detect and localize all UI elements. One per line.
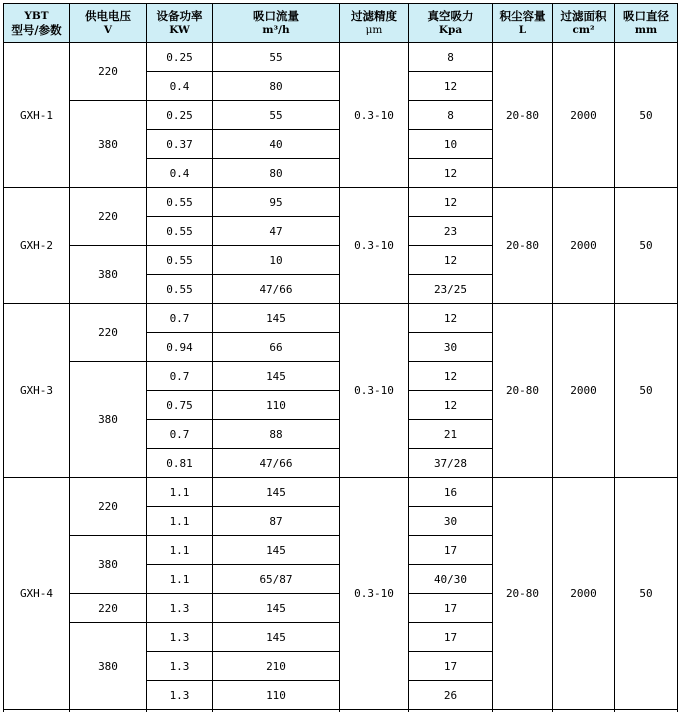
flow-cell: 80	[213, 72, 340, 101]
suction-cell: 17	[409, 594, 493, 623]
area-cell: 2000	[553, 43, 615, 188]
header-suction-unit: Kpa	[409, 23, 492, 37]
power-cell: 0.25	[147, 43, 213, 72]
header-precision-unit: μm	[340, 23, 408, 37]
capacity-cell: 20-80	[493, 188, 553, 304]
header-diameter-unit: mm	[615, 23, 677, 37]
header-flow-label: 吸口流量	[213, 9, 339, 23]
flow-cell: 145	[213, 623, 340, 652]
header-diameter-label: 吸口直径	[615, 9, 677, 23]
voltage-cell: 380	[70, 362, 147, 478]
area-cell: 2000	[553, 478, 615, 710]
flow-cell: 47/66	[213, 449, 340, 478]
capacity-cell: 20-80	[493, 43, 553, 188]
header-diameter	[615, 4, 678, 43]
voltage-cell: 220	[70, 188, 147, 246]
flow-cell: 47	[213, 217, 340, 246]
header-voltage-unit: V	[70, 23, 146, 37]
power-cell: 0.55	[147, 188, 213, 217]
power-cell: 0.37	[147, 130, 213, 159]
header-power	[147, 4, 213, 43]
header-row	[4, 4, 678, 43]
power-cell: 1.3	[147, 594, 213, 623]
header-precision-label: 过滤精度	[340, 9, 408, 23]
suction-cell: 12	[409, 304, 493, 333]
voltage-cell: 380	[70, 536, 147, 594]
flow-cell: 210	[213, 652, 340, 681]
power-cell: 0.25	[147, 101, 213, 130]
flow-cell: 145	[213, 536, 340, 565]
header-voltage-label: 供电电压	[70, 9, 146, 23]
header-param-line2: 型号/参数	[4, 23, 69, 37]
voltage-cell: 220	[70, 304, 147, 362]
header-param	[4, 4, 70, 43]
suction-cell: 40/30	[409, 565, 493, 594]
flow-cell: 47/66	[213, 275, 340, 304]
flow-cell: 40	[213, 130, 340, 159]
voltage-cell: 380	[70, 101, 147, 188]
precision-cell: 0.3-10	[340, 304, 409, 478]
table-row	[4, 43, 678, 72]
model-name-cell: GXH-1	[4, 43, 70, 188]
flow-cell: 10	[213, 246, 340, 275]
area-cell: 2000	[553, 188, 615, 304]
capacity-cell: 20-80	[493, 304, 553, 478]
suction-cell: 23/25	[409, 275, 493, 304]
power-cell: 0.55	[147, 217, 213, 246]
flow-cell: 80	[213, 159, 340, 188]
header-area	[553, 4, 615, 43]
suction-cell: 12	[409, 246, 493, 275]
model-name-cell: GXH-3	[4, 304, 70, 478]
flow-cell: 88	[213, 420, 340, 449]
header-precision	[340, 4, 409, 43]
precision-cell: 0.3-10	[340, 43, 409, 188]
power-cell: 0.94	[147, 333, 213, 362]
power-cell: 1.1	[147, 565, 213, 594]
header-suction-label: 真空吸力	[409, 9, 492, 23]
flow-cell: 110	[213, 681, 340, 710]
power-cell: 0.55	[147, 246, 213, 275]
suction-cell: 12	[409, 159, 493, 188]
flow-cell: 95	[213, 188, 340, 217]
power-cell: 1.3	[147, 681, 213, 710]
suction-cell: 12	[409, 391, 493, 420]
voltage-cell: 220	[70, 594, 147, 623]
power-cell: 0.4	[147, 159, 213, 188]
power-cell: 0.81	[147, 449, 213, 478]
flow-cell: 55	[213, 43, 340, 72]
header-capacity-unit: L	[493, 23, 552, 37]
suction-cell: 37/28	[409, 449, 493, 478]
diameter-cell: 50	[615, 304, 678, 478]
header-voltage	[70, 4, 147, 43]
header-power-label: 设备功率	[147, 9, 212, 23]
suction-cell: 30	[409, 333, 493, 362]
table-row	[4, 478, 678, 507]
diameter-cell: 50	[615, 478, 678, 710]
suction-cell: 17	[409, 652, 493, 681]
power-cell: 0.4	[147, 72, 213, 101]
flow-cell: 55	[213, 101, 340, 130]
voltage-cell: 380	[70, 246, 147, 304]
spec-body	[4, 43, 678, 712]
flow-cell: 145	[213, 478, 340, 507]
voltage-cell: 380	[70, 623, 147, 710]
power-cell: 0.55	[147, 275, 213, 304]
suction-cell: 12	[409, 188, 493, 217]
header-area-label: 过滤面积	[553, 9, 614, 23]
power-cell: 1.3	[147, 652, 213, 681]
flow-cell: 65/87	[213, 565, 340, 594]
suction-cell: 17	[409, 536, 493, 565]
suction-cell: 12	[409, 72, 493, 101]
voltage-cell: 220	[70, 478, 147, 536]
header-capacity	[493, 4, 553, 43]
power-cell: 1.1	[147, 536, 213, 565]
precision-cell: 0.3-10	[340, 188, 409, 304]
suction-cell: 8	[409, 43, 493, 72]
flow-cell: 145	[213, 304, 340, 333]
suction-cell: 21	[409, 420, 493, 449]
table-row	[4, 304, 678, 333]
table-row	[4, 188, 678, 217]
suction-cell: 30	[409, 507, 493, 536]
header-param-line1: YBT	[4, 9, 69, 23]
flow-cell: 145	[213, 362, 340, 391]
diameter-cell: 50	[615, 188, 678, 304]
header-capacity-label: 积尘容量	[493, 9, 552, 23]
header-suction	[409, 4, 493, 43]
suction-cell: 12	[409, 362, 493, 391]
power-cell: 1.1	[147, 507, 213, 536]
power-cell: 1.3	[147, 623, 213, 652]
model-name-cell: GXH-4	[4, 478, 70, 710]
flow-cell: 87	[213, 507, 340, 536]
header-power-unit: KW	[147, 23, 212, 37]
power-cell: 0.75	[147, 391, 213, 420]
area-cell: 2000	[553, 304, 615, 478]
voltage-cell: 220	[70, 43, 147, 101]
capacity-cell: 20-80	[493, 478, 553, 710]
precision-cell: 0.3-10	[340, 478, 409, 710]
spec-table	[3, 3, 678, 712]
suction-cell: 8	[409, 101, 493, 130]
suction-cell: 23	[409, 217, 493, 246]
header-area-unit: cm²	[553, 23, 614, 37]
power-cell: 1.1	[147, 478, 213, 507]
header-flow	[213, 4, 340, 43]
power-cell: 0.7	[147, 420, 213, 449]
suction-cell: 10	[409, 130, 493, 159]
power-cell: 0.7	[147, 304, 213, 333]
model-name-cell: GXH-2	[4, 188, 70, 304]
suction-cell: 26	[409, 681, 493, 710]
suction-cell: 16	[409, 478, 493, 507]
header-flow-unit: m³/h	[213, 23, 339, 37]
flow-cell: 66	[213, 333, 340, 362]
flow-cell: 110	[213, 391, 340, 420]
power-cell: 0.7	[147, 362, 213, 391]
suction-cell: 17	[409, 623, 493, 652]
flow-cell: 145	[213, 594, 340, 623]
diameter-cell: 50	[615, 43, 678, 188]
